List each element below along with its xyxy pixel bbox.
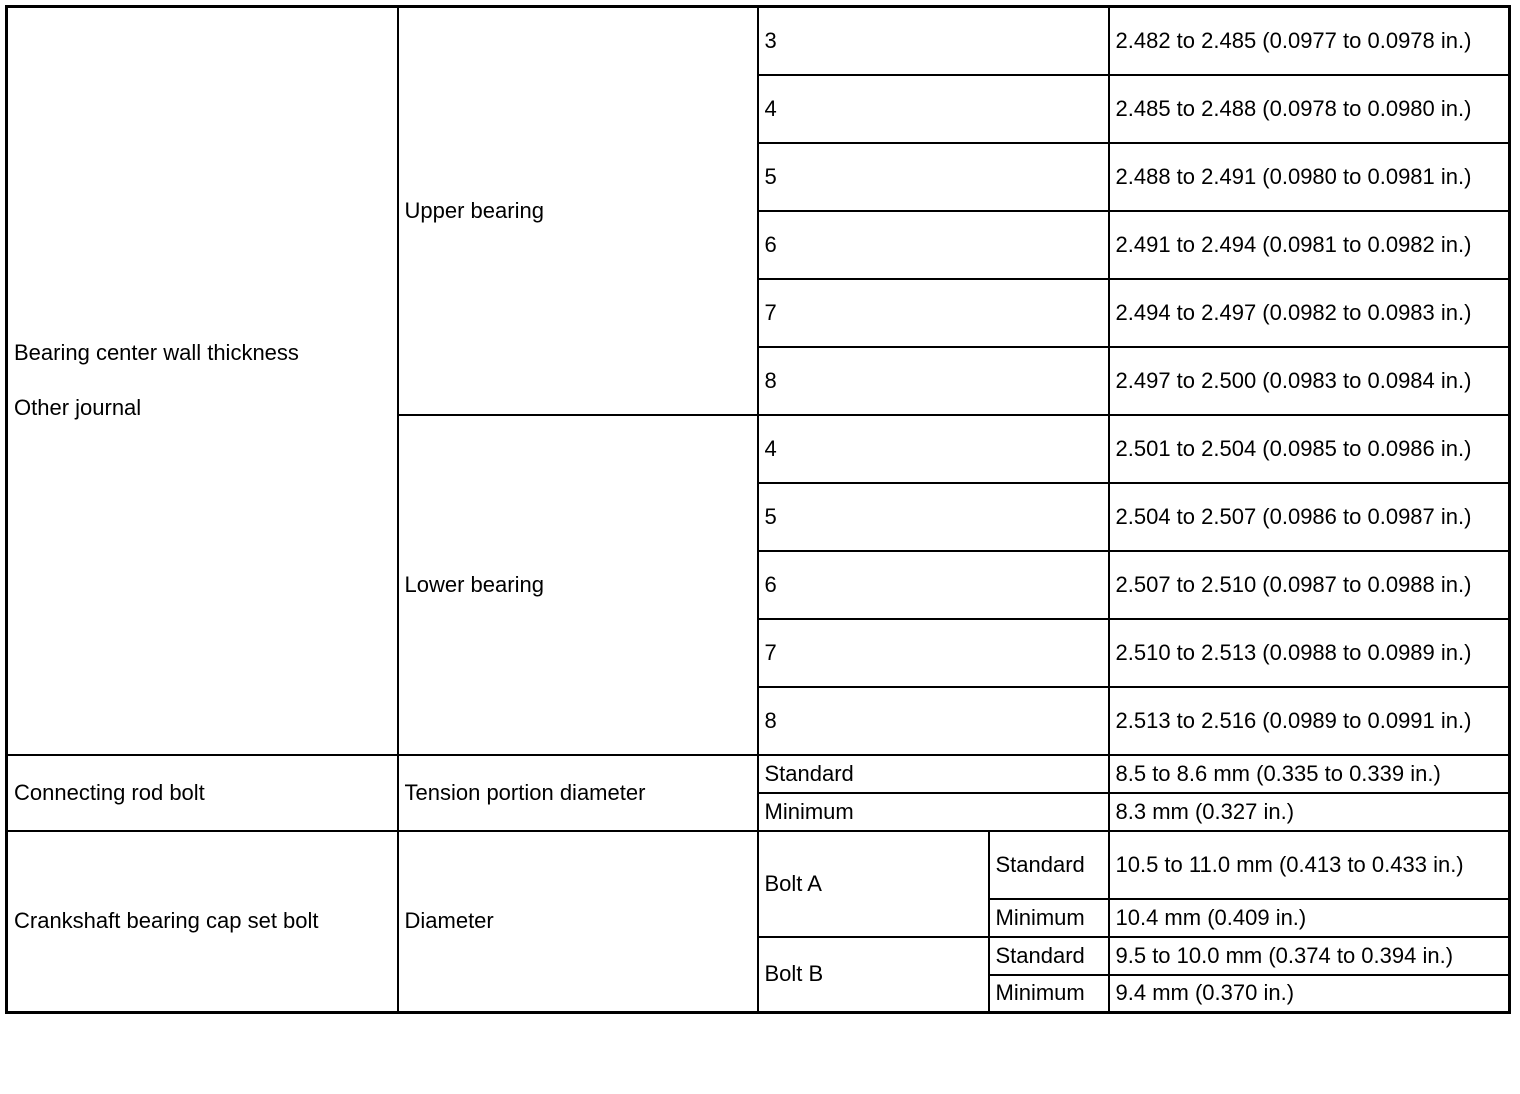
value-cell: 10.4 mm (0.409 in.) bbox=[1109, 899, 1510, 937]
value-cell: 2.513 to 2.516 (0.0989 to 0.0991 in.) bbox=[1109, 687, 1510, 755]
grade-cell: 4 bbox=[758, 75, 1109, 143]
grade-cell: 8 bbox=[758, 687, 1109, 755]
bearing-center-label-cell bbox=[7, 7, 398, 755]
standard-label: Standard bbox=[758, 755, 1109, 793]
spec-table bbox=[5, 5, 1511, 1014]
value-cell: 2.488 to 2.491 (0.0980 to 0.0981 in.) bbox=[1109, 143, 1510, 211]
connecting-rod-bolt-label: Connecting rod bolt bbox=[7, 755, 398, 831]
minimum-label: Minimum bbox=[758, 793, 1109, 831]
bolt-a-label: Bolt A bbox=[758, 831, 989, 937]
crankshaft-bearing-cap-set-bolt-label: Crankshaft bearing cap set bolt bbox=[7, 831, 398, 1013]
value-cell: 8.3 mm (0.327 in.) bbox=[1109, 793, 1510, 831]
grade-cell: 7 bbox=[758, 619, 1109, 687]
lower-bearing-label: Lower bearing bbox=[398, 415, 758, 755]
grade-cell: 4 bbox=[758, 415, 1109, 483]
value-cell: 9.4 mm (0.370 in.) bbox=[1109, 975, 1510, 1013]
value-cell: 9.5 to 10.0 mm (0.374 to 0.394 in.) bbox=[1109, 937, 1510, 975]
grade-cell: 7 bbox=[758, 279, 1109, 347]
minimum-label: Minimum bbox=[989, 975, 1109, 1013]
value-cell: 2.494 to 2.497 (0.0982 to 0.0983 in.) bbox=[1109, 279, 1510, 347]
value-cell: 8.5 to 8.6 mm (0.335 to 0.339 in.) bbox=[1109, 755, 1510, 793]
bolt-b-label: Bolt B bbox=[758, 937, 989, 1013]
tension-portion-diameter-label: Tension portion diameter bbox=[398, 755, 758, 831]
value-cell: 2.501 to 2.504 (0.0985 to 0.0986 in.) bbox=[1109, 415, 1510, 483]
value-cell: 2.497 to 2.500 (0.0983 to 0.0984 in.) bbox=[1109, 347, 1510, 415]
diameter-label: Diameter bbox=[398, 831, 758, 1013]
upper-bearing-label: Upper bearing bbox=[398, 7, 758, 415]
grade-cell: 6 bbox=[758, 211, 1109, 279]
table-row bbox=[7, 831, 1510, 899]
value-cell: 2.504 to 2.507 (0.0986 to 0.0987 in.) bbox=[1109, 483, 1510, 551]
bearing-center-wall-thickness-label: Bearing center wall thickness bbox=[14, 340, 299, 366]
value-cell: 2.510 to 2.513 (0.0988 to 0.0989 in.) bbox=[1109, 619, 1510, 687]
standard-label: Standard bbox=[989, 831, 1109, 899]
table-row bbox=[7, 7, 1510, 75]
grade-cell: 6 bbox=[758, 551, 1109, 619]
grade-cell: 8 bbox=[758, 347, 1109, 415]
value-cell: 2.491 to 2.494 (0.0981 to 0.0982 in.) bbox=[1109, 211, 1510, 279]
value-cell: 10.5 to 11.0 mm (0.413 to 0.433 in.) bbox=[1109, 831, 1510, 899]
grade-cell: 5 bbox=[758, 143, 1109, 211]
minimum-label: Minimum bbox=[989, 899, 1109, 937]
grade-cell: 5 bbox=[758, 483, 1109, 551]
other-journal-label: Other journal bbox=[14, 395, 142, 421]
grade-cell: 3 bbox=[758, 7, 1109, 75]
table-row bbox=[7, 755, 1510, 793]
value-cell: 2.507 to 2.510 (0.0987 to 0.0988 in.) bbox=[1109, 551, 1510, 619]
value-cell: 2.482 to 2.485 (0.0977 to 0.0978 in.) bbox=[1109, 7, 1510, 75]
value-cell: 2.485 to 2.488 (0.0978 to 0.0980 in.) bbox=[1109, 75, 1510, 143]
standard-label: Standard bbox=[989, 937, 1109, 975]
